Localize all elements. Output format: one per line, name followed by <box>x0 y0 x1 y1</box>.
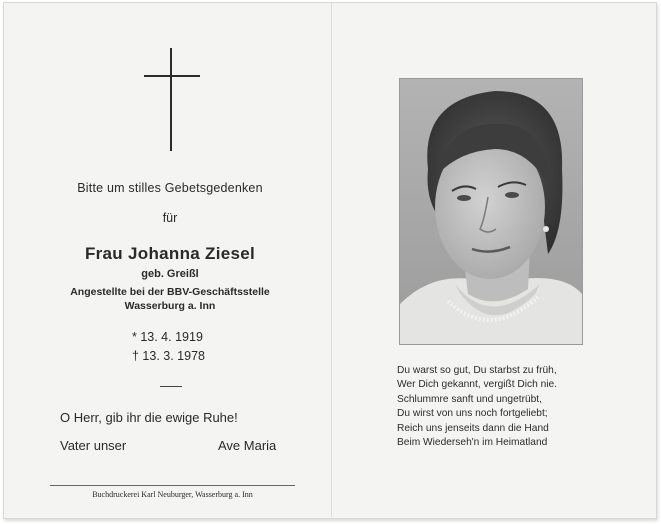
poem-line: Du wirst von uns noch fortgeliebt; <box>397 408 548 420</box>
occupation-line-1: Angestellte bei der BBV-Geschäftsstelle <box>70 286 270 298</box>
cross-icon <box>170 48 172 151</box>
separator-dash <box>160 386 182 387</box>
prayer-request-heading: Bitte um stilles Gebetsgedenken <box>77 181 263 195</box>
poem-line: Du warst so gut, Du starbst zu früh, <box>397 365 557 376</box>
card-fold-line <box>331 2 332 517</box>
maiden-name: geb. Greißl <box>141 268 199 280</box>
death-date: † 13. 3. 1978 <box>132 349 205 363</box>
eternal-rest-prayer: O Herr, gib ihr die ewige Ruhe! <box>60 410 238 425</box>
memorial-poem <box>397 364 557 450</box>
poem-line: Wer Dich gekannt, vergißt Dich nie. <box>397 379 558 391</box>
prayer-vater-unser: Vater unser <box>60 438 127 453</box>
printer-imprint: Buchdruckerei Karl Neuburger, Wasserburg a. Inn <box>92 490 253 499</box>
printer-divider <box>50 485 295 486</box>
prayer-ave-maria: Ave Maria <box>218 438 277 453</box>
deceased-name: Frau Johanna Ziesel <box>84 244 256 263</box>
portrait-image <box>400 79 582 344</box>
for-word: für <box>162 211 178 225</box>
poem-line: Beim Wiederseh'n im Heimatland <box>397 436 548 448</box>
cross-icon-bar <box>144 75 200 77</box>
occupation-line-2: Wasserburg a. Inn <box>124 300 216 312</box>
poem-line: Reich uns jenseits dann die Hand <box>397 422 549 434</box>
poem-line: Schlummre sanft und ungetrübt, <box>397 393 542 405</box>
portrait-photo <box>399 78 583 345</box>
birth-date: * 13. 4. 1919 <box>132 330 203 344</box>
